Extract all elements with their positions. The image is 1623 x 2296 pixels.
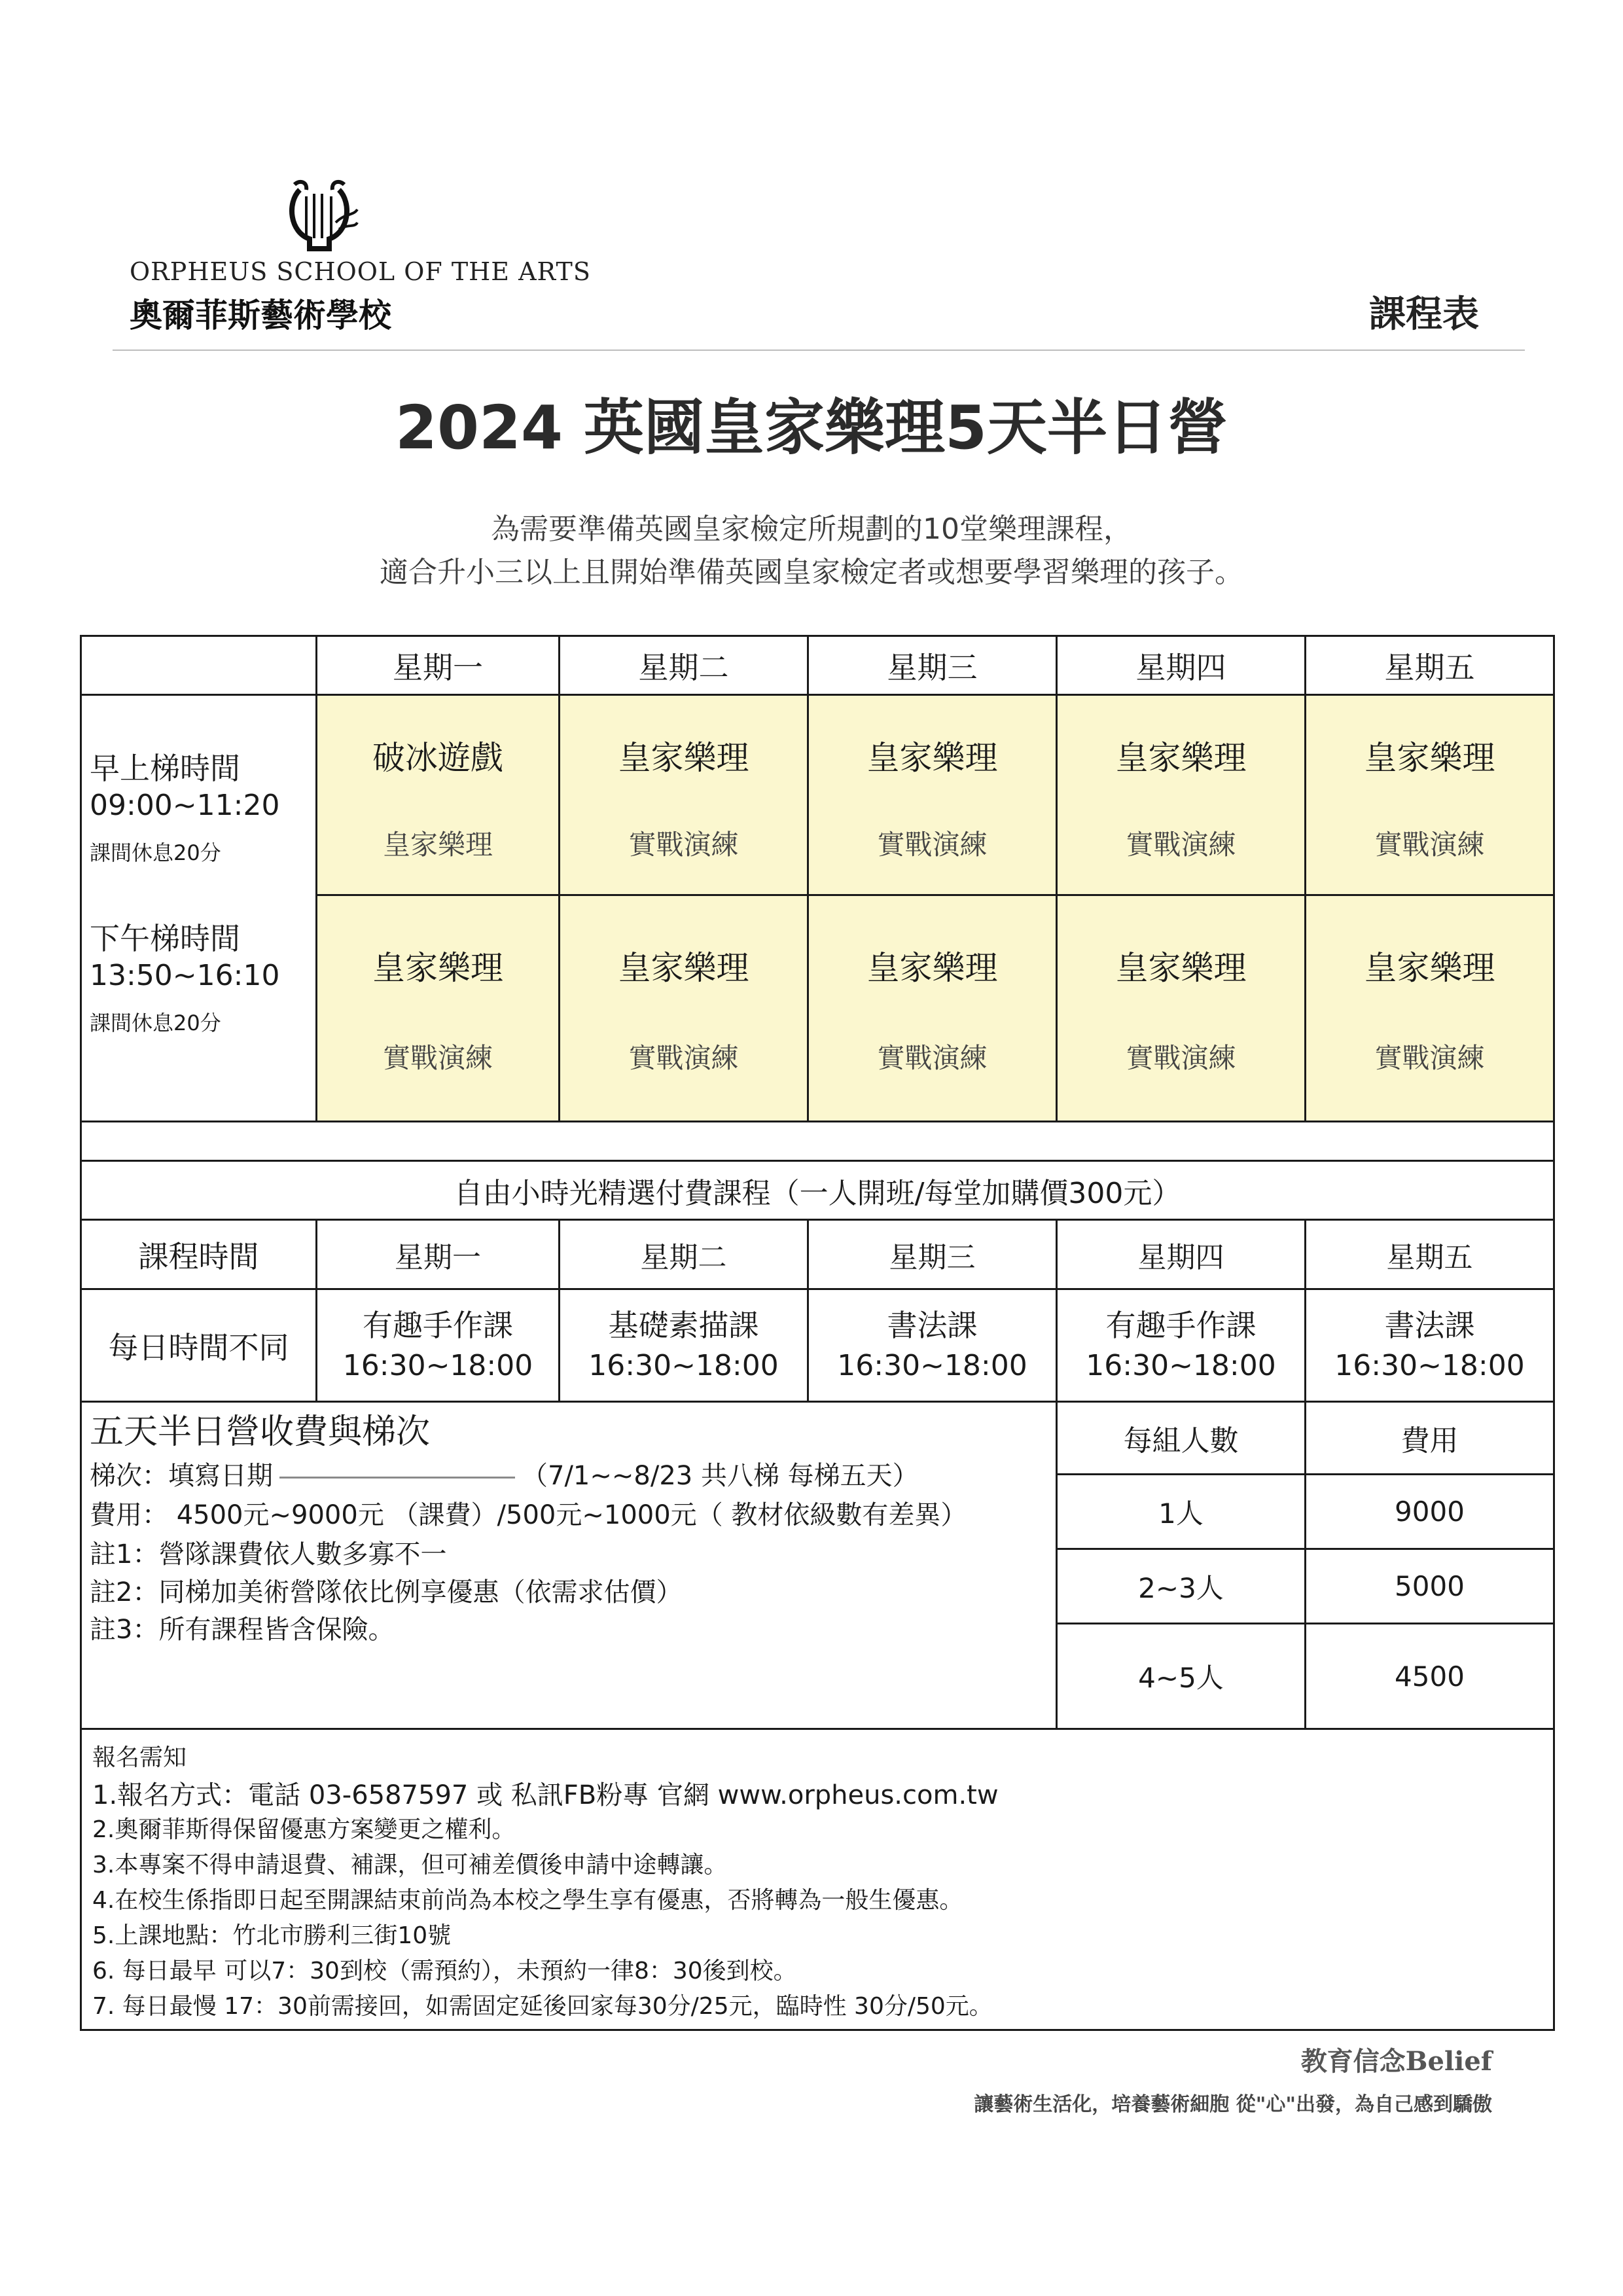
- price-cell: [1304, 1473, 1555, 1550]
- course-time-header: [80, 1219, 317, 1290]
- intro-line-2: 適合升小三以上且開始準備英國皇家檢定者或想要學習樂理的孩子。: [380, 556, 1243, 589]
- group-size-cell: [1056, 1548, 1306, 1624]
- day-label: 星期一: [395, 1240, 481, 1274]
- afternoon-label: 下午梯時間: [90, 921, 240, 956]
- day-label: 星期四: [1137, 1240, 1224, 1274]
- belief-motto: 讓藝術生活化，培養藝術細胞 從"心"出發，為自己感到驕傲: [974, 2093, 1492, 2116]
- optional-course-cell: [558, 1288, 809, 1403]
- cell-subject: 破冰遊戲: [372, 739, 503, 777]
- fee-note: 註1：營隊課費依人數多寡不一: [90, 1539, 447, 1570]
- group-size-cell: [1056, 1473, 1306, 1550]
- fee-title: 五天半日營收費與梯次: [90, 1412, 431, 1452]
- cell-subject: 皇家樂理: [618, 949, 749, 987]
- course-time: 16:30~18:00: [1086, 1349, 1276, 1382]
- optional-head-day: [315, 1219, 560, 1290]
- afternoon-cell: [1304, 894, 1555, 1122]
- afternoon-cell: [1056, 894, 1306, 1122]
- notice-item: 1.報名方式：電話 03-6587597 或 私訊FB粉專 官網 www.orpheus.com.tw: [92, 1780, 999, 1810]
- cell-activity: 實戰演練: [1126, 829, 1236, 861]
- session-label-cell: [80, 694, 317, 1122]
- afternoon-break: 課間休息20分: [90, 1011, 221, 1035]
- course-time: 16:30~18:00: [588, 1349, 779, 1382]
- afternoon-cell: [807, 894, 1058, 1122]
- cell-subject: 皇家樂理: [866, 949, 998, 987]
- group-size-value: 2~3人: [1138, 1571, 1224, 1604]
- optional-head-day: [1056, 1219, 1306, 1290]
- optional-course-cell: [315, 1288, 560, 1403]
- group-size-value: 1人: [1158, 1497, 1204, 1530]
- optional-head-day: [1304, 1219, 1555, 1290]
- price-value: 5000: [1395, 1570, 1465, 1602]
- notice-item: 3.本專案不得申請退費、補課，但可補差價後申請中途轉讓。: [92, 1852, 728, 1878]
- notice-item: 4.在校生係指即日起至開課結束前尚為本校之學生享有優惠，否將轉為一般生優惠。: [92, 1887, 963, 1914]
- day-label: 星期二: [638, 649, 729, 685]
- cell-activity: 實戰演練: [382, 1042, 493, 1074]
- price-value: 9000: [1395, 1496, 1465, 1528]
- cell-subject: 皇家樂理: [1364, 739, 1495, 777]
- afternoon-time: 13:50~16:10: [90, 959, 280, 992]
- school-name-en: ORPHEUS SCHOOL OF THE ARTS: [130, 257, 591, 286]
- optional-courses-title-row: [80, 1160, 1555, 1221]
- course-name: 基礎素描課: [608, 1308, 759, 1343]
- fee-line: 費用： 4500元~9000元 （課費）/500元~1000元（ 教材依級數有差異）: [90, 1500, 967, 1530]
- day-label: 星期五: [1386, 1240, 1473, 1274]
- header-divider: [113, 350, 1525, 351]
- morning-cell: [558, 694, 809, 896]
- cell-activity: 實戰演練: [1374, 1042, 1485, 1074]
- morning-cell: [315, 694, 560, 896]
- afternoon-cell: [558, 894, 809, 1122]
- day-label: 星期三: [887, 649, 978, 685]
- afternoon-cell: [315, 894, 560, 1122]
- day-label: 星期五: [1384, 649, 1475, 685]
- price-cell: [1304, 1623, 1555, 1730]
- schedule-head-day: [558, 635, 809, 696]
- course-name: 書法課: [1384, 1308, 1475, 1343]
- optional-head-day: [807, 1219, 1058, 1290]
- cell-activity: 實戰演練: [628, 829, 739, 861]
- schedule-head-day: [1304, 635, 1555, 696]
- schedule-head-day: [1056, 635, 1306, 696]
- group-size-header: [1056, 1401, 1306, 1475]
- day-label: 星期四: [1135, 649, 1226, 685]
- cell-subject: 皇家樂理: [618, 739, 749, 777]
- optional-head-day: [558, 1219, 809, 1290]
- cell-activity: 實戰演練: [1374, 829, 1485, 861]
- price-header: [1304, 1401, 1555, 1475]
- notice-item: 6. 每日最早 可以7：30到校（需預約），未預約一律8：30後到校。: [92, 1958, 797, 1984]
- spacer-row: [80, 1121, 1555, 1162]
- course-name: 書法課: [887, 1308, 978, 1343]
- notice-item: 2.奧爾菲斯得保留優惠方案變更之權利。: [92, 1816, 516, 1843]
- morning-cell: [1056, 694, 1306, 896]
- optional-courses-title: 自由小時光精選付費課程（一人開班/每堂加購價300元）: [454, 1176, 1181, 1210]
- notice-title: 報名需知: [92, 1744, 187, 1771]
- day-label: 星期二: [640, 1240, 727, 1274]
- group-size-value: 4~5人: [1138, 1662, 1224, 1694]
- session-prefix: 梯次：填寫日期: [90, 1461, 273, 1491]
- fee-info-cell: [80, 1401, 1058, 1730]
- cell-activity: 實戰演練: [877, 1042, 988, 1074]
- optional-course-cell: [1304, 1288, 1555, 1403]
- fee-note: 註2：同梯加美術營隊依比例享優惠（依需求估價）: [90, 1577, 683, 1607]
- optional-course-cell: [1056, 1288, 1306, 1403]
- optional-row-label: 每日時間不同: [108, 1329, 289, 1365]
- belief-title: 教育信念Belief: [1300, 2046, 1492, 2077]
- course-name: 有趣手作課: [1105, 1308, 1257, 1343]
- schedule-head-day: [807, 635, 1058, 696]
- cell-activity: 實戰演練: [877, 829, 988, 861]
- optional-row-label-cell: [80, 1288, 317, 1403]
- morning-cell: [1304, 694, 1555, 896]
- session-suffix: （7/1~~8/23 共八梯 每梯五天）: [522, 1461, 919, 1491]
- intro-line-1: 為需要準備英國皇家檢定所規劃的10堂樂理課程，: [491, 512, 1132, 546]
- schedule-head-day: [315, 635, 560, 696]
- price-cell: [1304, 1548, 1555, 1624]
- notice-item: 7. 每日最慢 17：30前需接回，如需固定延後回家每30分/25元，臨時性 30分/50元。: [92, 1993, 993, 2020]
- day-label: 星期一: [393, 649, 483, 685]
- school-name-zh: 奧爾菲斯藝術學校: [130, 296, 391, 334]
- course-name: 有趣手作課: [363, 1308, 513, 1343]
- morning-cell: [807, 694, 1058, 896]
- course-time: 16:30~18:00: [1334, 1349, 1525, 1382]
- cell-activity: 皇家樂理: [382, 829, 493, 861]
- schedule-corner-cell: [80, 635, 317, 696]
- morning-time: 09:00~11:20: [90, 789, 280, 822]
- document-label: 課程表: [1369, 293, 1479, 336]
- optional-course-cell: [807, 1288, 1058, 1403]
- cell-subject: 皇家樂理: [372, 949, 503, 987]
- cell-subject: 皇家樂理: [1364, 949, 1495, 987]
- notice-item: 5.上課地點：竹北市勝利三街10號: [92, 1922, 452, 1949]
- morning-label: 早上梯時間: [90, 751, 240, 786]
- cell-activity: 實戰演練: [1126, 1042, 1236, 1074]
- group-size-cell: [1056, 1623, 1306, 1730]
- date-blank-line: [279, 1477, 515, 1479]
- day-label: 星期三: [889, 1240, 976, 1274]
- cell-subject: 皇家樂理: [1115, 949, 1247, 987]
- price-value: 4500: [1395, 1660, 1465, 1693]
- fee-note: 註3：所有課程皆含保險。: [90, 1615, 395, 1645]
- course-time: 16:30~18:00: [342, 1349, 533, 1382]
- group-size-label: 每組人數: [1123, 1424, 1239, 1458]
- registration-notice: [80, 1728, 1555, 2031]
- course-time: 16:30~18:00: [837, 1349, 1027, 1382]
- price-label: 費用: [1400, 1424, 1459, 1458]
- fee-session-line: [90, 1455, 919, 1492]
- cell-activity: 實戰演練: [628, 1042, 739, 1074]
- course-time-label: 課程時間: [138, 1238, 259, 1274]
- page-title: 2024 英國皇家樂理5天半日營: [395, 393, 1228, 463]
- cell-subject: 皇家樂理: [866, 739, 998, 777]
- lyre-logo: [280, 177, 359, 262]
- morning-break: 課間休息20分: [90, 840, 221, 865]
- cell-subject: 皇家樂理: [1115, 739, 1247, 777]
